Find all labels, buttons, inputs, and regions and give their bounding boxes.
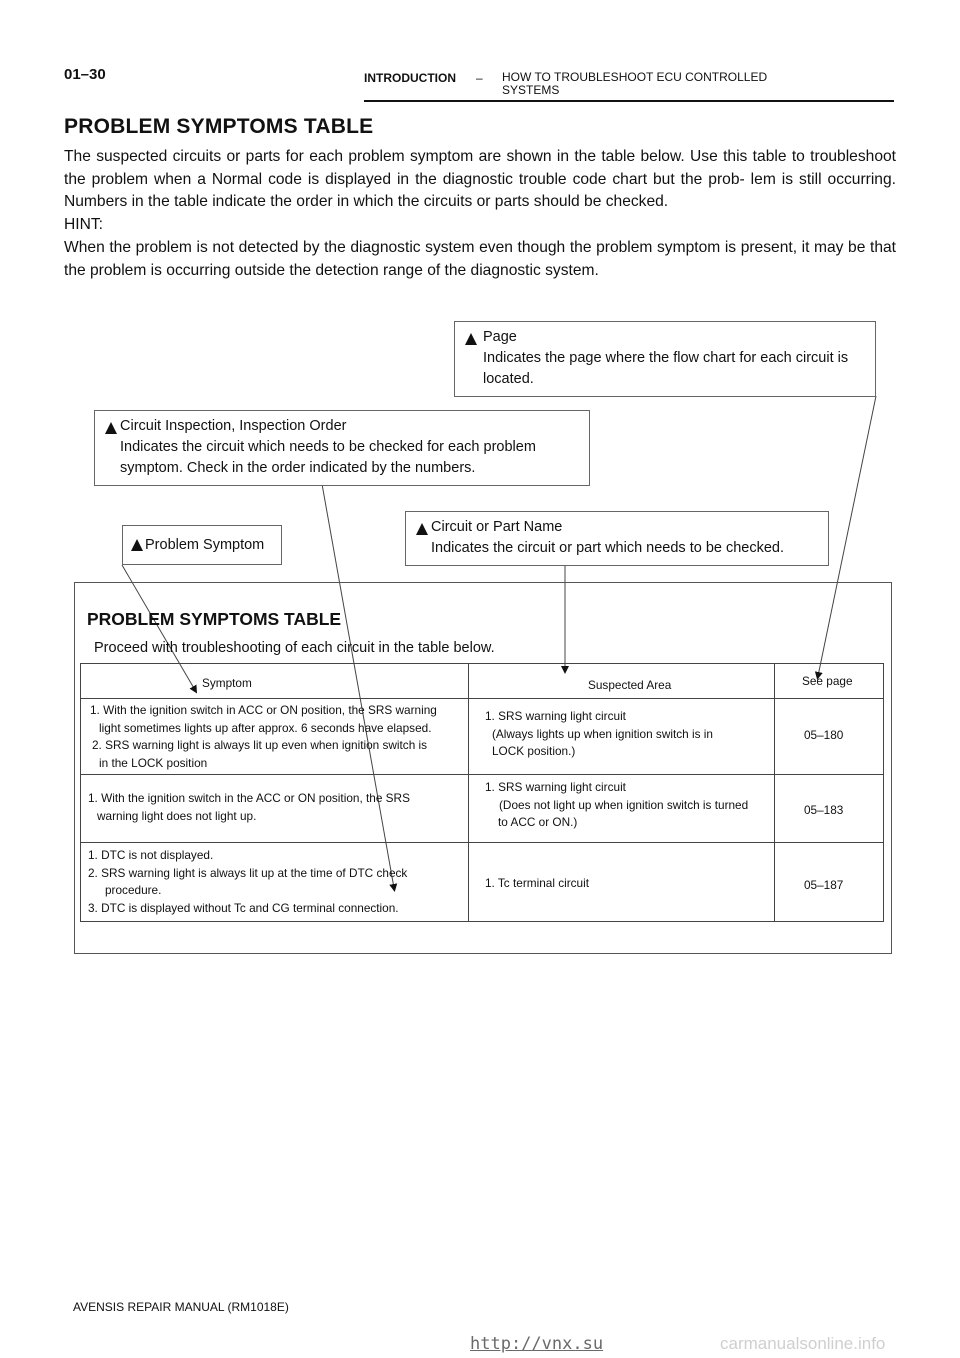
triangle-icon — [105, 422, 117, 434]
triangle-icon — [465, 333, 477, 345]
triangle-icon — [416, 523, 428, 535]
symptom-line: in the LOCK position — [99, 755, 208, 770]
symptom-line: 2. SRS warning light is always lit up at the time of DTC check — [88, 865, 408, 880]
symptom-line: procedure. — [105, 883, 162, 897]
callout-part-desc: Indicates the circuit or part which needs to be checked. — [431, 540, 785, 556]
callout-inspection-desc: Indicates the circuit which needs to be checked for each problem symptom. Check in the order indicated by the numbers. — [120, 439, 536, 476]
area-line: to ACC or ON.) — [498, 815, 578, 829]
callout-symptom-title: Problem Symptom — [145, 537, 265, 553]
symptom-line: light sometimes lights up after approx. 6 seconds have elapsed. — [99, 720, 432, 735]
table-divider — [81, 698, 883, 699]
area-line: (Does not light up when ignition switch is turned — [499, 797, 749, 812]
table-row-area — [485, 708, 770, 761]
table-row-area — [485, 779, 773, 832]
table-divider — [81, 774, 883, 775]
header-see-page: See page — [802, 674, 853, 688]
area-line: (Always lights up when ignition switch is in — [492, 726, 713, 741]
callout-page-desc: Indicates the page where the flow chart for each circuit is located. — [483, 350, 849, 387]
symptom-line: 3. DTC is displayed without Tc and CG terminal connection. — [88, 900, 399, 915]
example-table-subtitle: Proceed with troubleshooting of each circuit in the table below. — [94, 640, 495, 656]
callout-symptom — [122, 525, 282, 565]
header-section: INTRODUCTION — [364, 71, 456, 85]
symptom-line: warning light does not light up. — [97, 808, 257, 823]
callout-page — [454, 321, 876, 397]
header-dash: – — [476, 71, 483, 85]
symptom-line: 1. DTC is not displayed. — [88, 848, 214, 862]
header-topic-line1: HOW TO TROUBLESHOOT ECU CONTROLLED — [502, 70, 768, 84]
example-table-title: PROBLEM SYMPTOMS TABLE — [87, 609, 342, 629]
page-number: 01–30 — [64, 66, 106, 83]
symptom-line: 1. With the ignition switch in ACC or ON position, the SRS warning — [90, 703, 437, 717]
callout-part — [405, 511, 829, 566]
table-divider — [81, 842, 883, 843]
table-row-page: 05–183 — [804, 803, 844, 817]
header-suspected-area: Suspected Area — [588, 678, 672, 692]
table-divider — [774, 664, 775, 921]
symptom-line: 2. SRS warning light is always lit up even when ignition switch is — [92, 738, 428, 752]
callout-page-title: Page — [483, 329, 517, 345]
table-row-page: 05–187 — [804, 878, 844, 892]
header-symptom: Symptom — [202, 676, 252, 690]
watermark-link[interactable]: http://vnx.su — [470, 1334, 604, 1354]
table-row-symptom — [88, 790, 466, 825]
area-line: 1. SRS warning light circuit — [485, 709, 626, 723]
area-line: 1. SRS warning light circuit — [485, 780, 626, 794]
area-line: LOCK position.) — [492, 744, 576, 758]
symptom-line: 1. With the ignition switch in the ACC or ON position, the SRS — [88, 791, 410, 805]
hint-paragraph: When the problem is not detected by the diagnostic system even though the problem symptom is present, it may be that the problem is occurring outside the detection range of the diagnostic system. — [64, 238, 896, 279]
table-row-area — [485, 875, 589, 893]
site-credit: carmanualsonline.info — [720, 1334, 886, 1353]
footer-manual-id: AVENSIS REPAIR MANUAL (RM1018E) — [73, 1300, 289, 1314]
table-divider — [468, 664, 469, 921]
table-row-page: 05–180 — [804, 728, 844, 742]
table-row-symptom — [90, 702, 468, 772]
callout-part-title: Circuit or Part Name — [431, 519, 563, 535]
intro-paragraph: The suspected circuits or parts for each problem symptom are shown in the table below. Use this table to troubleshoot the problem when a Normal code is displayed in the diagnostic trouble code chart but the prob- lem is still occurring. Numbers in the table indicate the order in which the circuits or parts should be checked. — [64, 148, 896, 211]
header-topic-line2: SYSTEMS — [502, 83, 560, 97]
triangle-icon — [131, 539, 143, 551]
callout-inspection-title: Circuit Inspection, Inspection Order — [120, 418, 347, 434]
callout-inspection — [94, 410, 590, 486]
area-line: 1. Tc terminal circuit — [485, 876, 590, 890]
hint-label: HINT: — [64, 216, 103, 234]
table-row-symptom — [88, 847, 466, 917]
page-heading: PROBLEM SYMPTOMS TABLE — [64, 115, 374, 138]
symptoms-table — [80, 663, 884, 922]
